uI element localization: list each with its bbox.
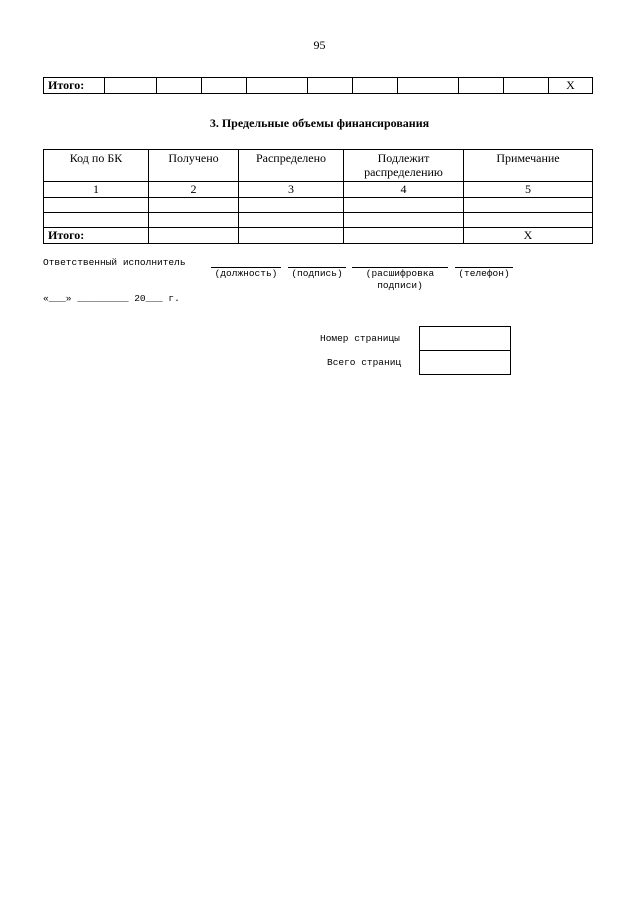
column-number: 2 [149,182,239,198]
financing-table [43,149,593,244]
table-cell[interactable] [344,213,464,228]
top-total-table [43,77,593,94]
column-number-row [44,182,593,198]
header-kod: Код по БК [44,150,149,182]
sign-caption: (подпись) [291,268,343,279]
column-number: 4 [344,182,464,198]
column-number: 3 [239,182,344,198]
table-cell[interactable] [247,78,308,94]
total-pages-label: Всего страниц [327,357,402,368]
table-row [420,327,511,351]
column-number: 5 [464,182,593,198]
table-cell[interactable] [353,78,398,94]
table-cell[interactable] [398,78,459,94]
table-row [44,78,593,94]
table-cell[interactable] [44,213,149,228]
table-cell[interactable] [105,78,157,94]
phone-caption: (телефон) [458,268,510,279]
table-cell[interactable] [504,78,549,94]
table-cell[interactable] [44,198,149,213]
table-cell[interactable] [239,213,344,228]
pages-box [419,326,511,375]
page-number-field[interactable] [420,327,511,351]
table-cell[interactable] [149,228,239,244]
table-cell[interactable] [459,78,504,94]
table-cell[interactable] [202,78,247,94]
table-header-row [44,150,593,182]
page-number: 95 [313,38,326,52]
header-note: Примечание [464,150,593,182]
table-cell[interactable] [308,78,353,94]
table-cell[interactable] [344,228,464,244]
table-row [420,351,511,375]
table-cell[interactable] [239,198,344,213]
column-number: 1 [44,182,149,198]
decode-caption-2: подписи) [377,280,423,291]
header-distributed: Распределено [239,150,344,182]
decode-caption: (расшифровка [365,268,435,279]
page-number-label: Номер страницы [320,333,400,344]
header-to-distribute: Подлежит распределению [344,150,464,182]
total-row [44,228,593,244]
table-cell[interactable] [239,228,344,244]
table-row [44,198,593,213]
table-cell[interactable] [149,198,239,213]
position-caption: (должность) [214,268,278,279]
table-cell[interactable] [149,213,239,228]
date-line[interactable]: «___» _________ 20___ г. [43,293,180,304]
total-x-cell: X [464,228,593,244]
total-pages-field[interactable] [420,351,511,375]
table-cell[interactable] [464,213,593,228]
section-title: 3. Предельные объемы финансирования [209,116,430,130]
total-x-cell: X [549,78,593,94]
header-received: Получено [149,150,239,182]
table-cell[interactable] [344,198,464,213]
signature-label: Ответственный исполнитель [43,257,186,268]
table-cell[interactable] [464,198,593,213]
table-cell[interactable] [157,78,202,94]
table-row [44,213,593,228]
total-label: Итого: [44,78,105,94]
total-label: Итого: [44,228,149,244]
